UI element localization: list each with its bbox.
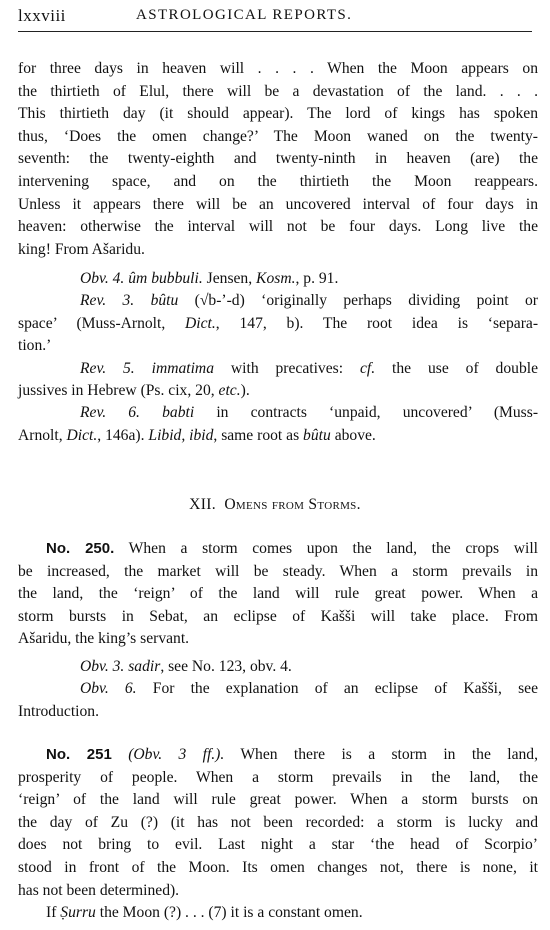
text-line: stood in front of the Moon. Its omen changes not, there is none, it — [18, 858, 538, 876]
text-line: seventh: the twenty-eighth and twenty-ninth in heaven (are) the — [18, 150, 538, 168]
text-line: has not been determined). — [18, 881, 180, 899]
header-rule — [18, 31, 532, 32]
note-term: sadir — [128, 658, 161, 675]
note-line: Obv. 3. sadir, see No. 123, obv. 4. — [80, 658, 292, 675]
text-line: does not bring to evil. Last night a star ‘the head of Scorpio’ — [18, 836, 538, 854]
note-ref: Obv. 6. — [80, 680, 137, 698]
note-line: jussives in Hebrew (Ps. cix, 20, etc.). — [18, 382, 250, 400]
report-number: No. 250. — [46, 540, 115, 557]
text-line: heaven: otherwise the interval will not be four days. Long live the — [18, 218, 538, 236]
text-line: intervening space, and on the thirtieth the Moon reappears. — [18, 172, 538, 190]
text-line: If Ṣurru the Moon (?) . . . (7) it is a constant omen. — [46, 904, 363, 922]
text-line: be increased, the market will be steady. When a storm prevails in — [18, 562, 538, 580]
text-line: king! From Ašaridu. — [18, 240, 145, 258]
note-ref: Obv. 4. — [80, 270, 125, 287]
running-title: ASTROLOGICAL REPORTS. — [136, 7, 353, 23]
text-line: the thirtieth of Elul, there will be a devastation of the land. . . . — [18, 82, 538, 100]
text-line: thus, ‘Does the omen change?’ The Moon waned on the twenty- — [18, 127, 538, 145]
note-term: immatima — [151, 359, 214, 377]
text-line: storm bursts in Sebat, an eclipse of Kašši will take place. From — [18, 607, 538, 625]
note-line: tion.’ — [18, 337, 52, 355]
text-line: This thirtieth day (it should appear). The lord of kings has spoken — [18, 105, 538, 123]
note-ref: Obv. 3. — [80, 658, 125, 675]
text-line: Ašaridu, the king’s servant. — [18, 630, 190, 648]
text-line: No. 251 (Obv. 3 ff.). When there is a storm in the land, — [46, 746, 538, 763]
note-line: Rev. 3. bûtu (√b-’-d) ‘originally perhaps dividing point or — [80, 292, 538, 310]
note-term: ûm bubbuli. — [128, 270, 203, 287]
text-line: the day of Zu (?) (it has not been recorded: a storm is lucky and — [18, 813, 538, 831]
page-header — [18, 6, 532, 30]
text-line: Unless it appears there will be an uncovered interval of four days in — [18, 195, 538, 213]
note-term: bûtu — [150, 292, 179, 310]
report-251 — [18, 744, 538, 925]
report-term: Ṣurru — [60, 904, 96, 922]
note-line: Introduction. — [18, 702, 99, 720]
note-term: babti — [162, 404, 195, 422]
page-number: lxxviii — [18, 6, 66, 25]
section-number: XII. — [189, 496, 216, 513]
report-250 — [18, 538, 538, 651]
report-ref: (Obv. 3 ff.). — [128, 746, 225, 763]
commentary-notes — [18, 268, 538, 447]
note-line: space’ (Muss-Arnolt, Dict., 147, b). The root idea is ‘separa- — [18, 314, 539, 332]
paragraph-continuation — [18, 58, 538, 261]
text-line: the land, the ‘reign’ of the land will rule great power. When a — [18, 585, 538, 603]
note-line: Obv. 4. ûm bubbuli. Jensen, Kosm., p. 91. — [80, 270, 339, 287]
report-number: No. 251 — [46, 746, 112, 763]
text-line: ‘reign’ of the land will rule great power. When a storm bursts on — [18, 791, 538, 809]
note-ref: Rev. 3. — [80, 292, 135, 310]
note-line: Rev. 6. babti in contracts ‘unpaid, uncovered’ (Muss- — [80, 404, 539, 422]
note-ref: Rev. 5. — [80, 359, 135, 377]
section-heading — [0, 496, 550, 514]
text-line: for three days in heaven will . . . . When the Moon appears on — [18, 60, 538, 77]
text-line: prosperity of people. When a storm prevails in the land, the — [18, 768, 538, 786]
note-ref: Rev. 6. — [80, 404, 140, 422]
text-line: No. 250. When a storm comes upon the land, the crops will — [46, 540, 539, 557]
section-title: Omens from Storms. — [224, 496, 361, 513]
commentary-notes-250 — [18, 656, 538, 723]
note-line: Arnolt, Dict., 146a). Libid, ibid, same root as bûtu above. — [18, 426, 376, 444]
note-line: Obv. 6. For the explanation of an eclipse of Kašši, see — [80, 680, 538, 698]
note-line: Rev. 5. immatima with precatives: cf. the use of double — [80, 359, 538, 377]
